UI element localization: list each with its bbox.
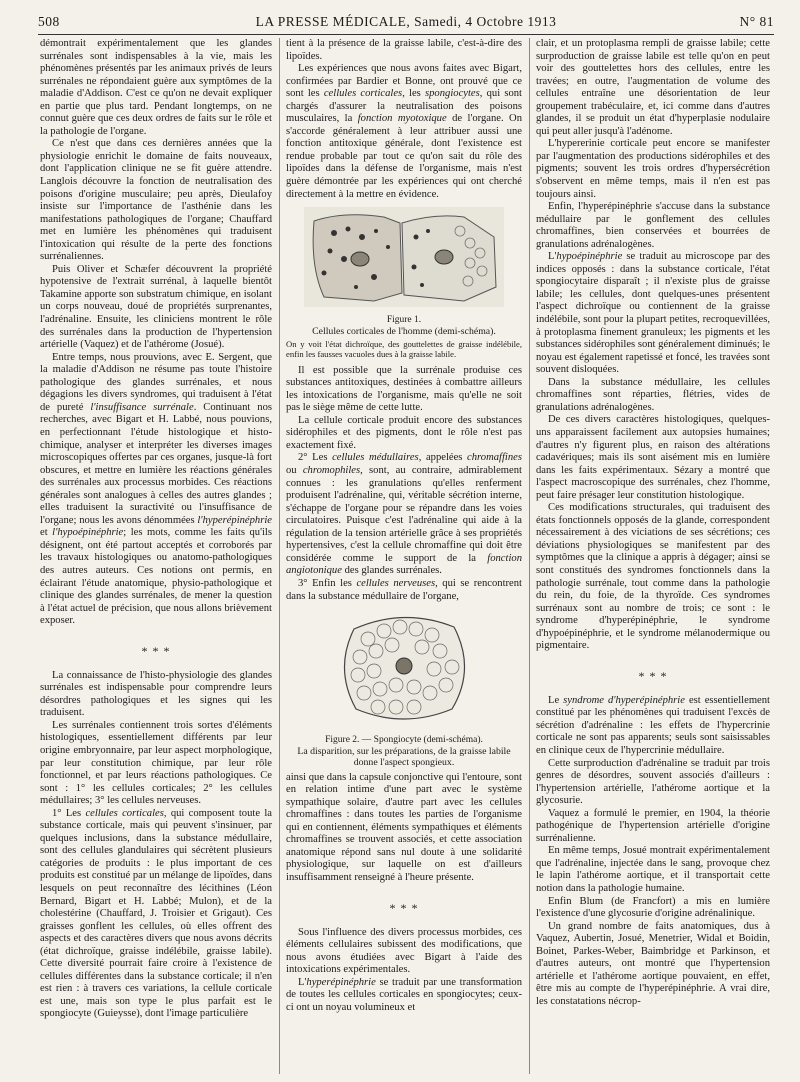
figure-1 xyxy=(286,207,522,359)
column-divider xyxy=(279,38,280,1074)
paragraph: Il est possible que la surrénale produise ces substances antitoxiques, destinées à combattre ailleurs les intoxications de l'organisme, mais qu'elle ne soit pas le siège même de cette lutte. xyxy=(286,364,522,414)
paragraph: Ces modifications structurales, qui traduisent des états fonctionnels opposés de la glande, correspondent nécessairement à des viciations de ses sécrétions; ces déviations physiologiques se manifestent par des symptômes que la clinique a appris à dégager; ainsi se sont constitués des syndromes fonctionnels dans la pathologie surrénale, tout comme dans la pathologie du rein, du foie, de la thyroïde. Ces syndromes surrénaux sont au nombre de trois; ce sont : le syndrome d'hyperépinéphrie, le syndrome d'hypoépinéphrie, et le syndrome mélanodermique ou pigmentaire. xyxy=(536,502,770,652)
paragraph: La connaissance de l'histo-physiologie des glandes surrénales est indispensable pour comprendre leurs désordres pathologiques et les signes qui les traduisent. xyxy=(40,669,272,719)
section-separator: * * * xyxy=(638,668,668,683)
figure-title: Figure 1. xyxy=(386,314,422,325)
journal-title: LA PRESSE MÉDICALE, Samedi, 4 Octobre 1913 xyxy=(255,14,557,29)
figure-caption: Cellules corticales de l'homme (demi-schéma). xyxy=(312,325,496,337)
paragraph: 1° Les cellules corticales, qui composent toute la substance corticale, mais qui peuvent s'insinuer, par quelques inclusions, dans la substance médullaire, sont des cellules glandulaires qui sécrètent plusieurs catégories de produits : le plus important de ces produits est constitué par un mélange de lipoïdes, dans lesquels on peut reconnaître des lécithines (Léon Bernard, Bigart et H. Labbé; Mulon), et de la cholestérine (Chauffard, J. Troisier et Grigaut). Ces graisses gonflent les cellules, où elles offrent des aspects et des caractères divers que nous avons décrits (état dichroïque, graisse indélébile, graisse labile). Cette diversité pourrait faire croire à l'existence de cellules différentes dans la substance corticale; il n'en est rien : à travers ces variations, la cellule corticale est une, mais son type le plus parfait est le spongiocyte (Guieysse), dont l'image particulière xyxy=(40,807,272,1020)
figure-title: Figure 2. — Spongiocyte (demi-schéma). xyxy=(325,734,483,745)
paragraph: démontrait expérimentalement que les glandes surrénales sont indispensables à la vie, mais les phénomènes présentés par les animaux privés de leurs surrénales ne répondaient guère aux symptômes de la maladie d'Addison. C'est ce qu'on ne devait expliquer en partie que plus tard. Pendant longtemps, on ne connut guère que ces deux ordres de faits sur le rôle et la pathologie de l'organe. xyxy=(40,38,272,137)
paragraph: L'hypererinie corticale peut encore se manifester par l'augmentation des productions sidérophiles et des pigments; souvent les trois ordres d'hypersécrétion s'observent en même temps, mais il n'en est pas toujours ainsi. xyxy=(536,138,770,200)
figure-2 xyxy=(286,609,522,768)
paragraph: L'hyperépinéphrie se traduit par une transformation de toutes les cellules corticales en spongiocytes; ceux-ci ont un noyau volumineux et xyxy=(286,976,522,1013)
page-number: 508 xyxy=(38,14,60,29)
paragraph: En même temps, Josué montrait expérimentalement que l'adrénaline, injectée dans le sang, provoque chez le lapin l'athérome aortique, et il transportait cette notion dans la pathologie humaine. xyxy=(536,845,770,894)
paragraph: Dans la substance médullaire, les cellules chromaffines sont réparties, flétries, vides de granulations adrénalogènes. xyxy=(536,376,770,413)
paragraph: Sous l'influence des divers processus morbides, ces éléments cellulaires subissent des modifications, que nous avons étudiées avec Bigart à l'aide des intoxications expérimentales. xyxy=(286,926,522,976)
column-3 xyxy=(536,38,770,1078)
paragraph: clair, et un protoplasma rempli de graisse labile; cette surproduction de graisse labile est telle qu'on en peut voir des gouttelettes hors des cellules, entre les travées; en outre, l'augmentation de volume des cellules entraîne une désorientation de leur groupement trabéculaire, et, ici comme dans d'autres glandes, il se produit un état d'hyperplasie nodulaire qui peut aller jusqu'à l'adénome. xyxy=(536,38,770,137)
column-1 xyxy=(40,38,272,1078)
paragraph: 2° Les cellules médullaires, appelées chromaffines ou chromophiles, sont, au contraire, admirablement connues : les granulations qu'elles renferment produisent l'adrénaline, qui, véritable sécrétion interne, s'échappe de l'organe pour se répandre dans les voies circulatoires. Puisque c'est l'adrénaline qui aide à la régulation de la tension artérielle grâce à ses propriétés hypertensives, c'est la cellule chromaffine qui doit être considérée comme le support de la fonction angiotonique des glandes surrénales. xyxy=(286,452,522,577)
paragraph: Enfin, l'hyperépinéphrie s'accuse dans la substance médullaire par le gonflement des cellules chromaffines, bien conservées et bourrées de granulations adrénalogènes. xyxy=(536,201,770,250)
paragraph: Les expériences que nous avons faites avec Bigart, confirmées par Bardier et Bonne, ont prouvé que ce sont les cellules corticales, les spongiocytes, qui sont chargés d'assurer la neutralisation des poisons musculaires, la fonction myotoxique de l'organe. On s'accorde généralement à leur attribuer aussi une fonction antitoxique générale, dont l'existence est rendue probable par tout ce qu'on sait du rôle des lipoïdes dans la défense de l'organisme, mais n'est guère démontrée par les expériences qui ont cherché directement à la mettre en évidence. xyxy=(286,63,522,200)
figure-legend: On y voit l'état dichroïque, des gouttelettes de graisse indélébile, enfin les fausses vacuoles dues à la graisse labile. xyxy=(286,338,522,359)
section-separator: * * * xyxy=(389,900,419,915)
running-header xyxy=(38,10,774,35)
paragraph: Puis Oliver et Schæfer découvrent la propriété hypotensive de l'extrait surrénal, à laquelle bientôt Takamine apporte son substratum chimique, en isolant un corps nouveau, doué de propriétés surprenantes, l'adrénaline. Ensuite, les cliniciens montrent le rôle des surrénales dans la production de l'hypertension artérielle (Vaquez) et de l'athérome (Josué). xyxy=(40,263,272,351)
section-separator: * * * xyxy=(141,643,171,658)
paragraph: La cellule corticale produit encore des substances sidérophiles et des pigments, dont le rôle n'est pas exactement fixé. xyxy=(286,414,522,451)
cortical-cells-illustration xyxy=(304,207,504,307)
paragraph: 3° Enfin les cellules nerveuses, qui se rencontrent dans la substance médullaire de l'organe, xyxy=(286,577,522,602)
paragraph: Le syndrome d'hyperépinéphrie est essentiellement constitué par les phénomènes qui traduisent l'excès de sécrétion d'adrénaline : les effets de l'hypercrinie corticale ne sont pas apparents; seuls sont saisissables en clinique ceux de l'hypercrinie médullaire. xyxy=(536,694,770,756)
paragraph: tient à la présence de la graisse labile, c'est-à-dire des lipoïdes. xyxy=(286,38,522,62)
issue-number: N° 81 xyxy=(739,14,774,29)
paragraph: Un grand nombre de faits anatomiques, dus à Vaquez, Aubertin, Josué, Menetrier, Widal et Boidin, Boinet, Parkes-Weber, Baimbridge et Parkinson, et d'autres auteurs, ont montré que l'hypertension artérielle et l'athérome aortique pouvaient, en effet, être mis au compte de l'hyperépinéphrie. A vrai dire, les constatations nécrop- xyxy=(536,920,770,1007)
paragraph: De ces divers caractères histologiques, quelques-uns apparaissent facilement aux autopsies humaines; d'autres n'y figurent plus, en raison des altérations cadavériques; mais ils sont aisément mis en lumière dans les faits expérimentaux. Sézary a montré que l'aspect macroscopique des surrénales, chez l'homme, peut faire présager leur constitution histologique. xyxy=(536,414,770,501)
spongiocyte-illustration xyxy=(334,609,474,727)
column-divider xyxy=(529,38,530,1074)
figure-caption: La disparition, sur les préparations, de la graisse labile donne l'aspect spongieux. xyxy=(297,745,511,768)
paragraph: Les surrénales contiennent trois sortes d'éléments histologiques, essentiellement différents par leur origine embryonnaire, par leur aspect morphologique, par leur constitution chimique, par leur rôle fonctionnel, et par leurs réactions pathologiques. Ce sont : 1° les cellules corticales; 2° les cellules médullaires; 3° les cellules nerveuses. xyxy=(40,719,272,807)
paragraph: L'hypoépinéphrie se traduit au microscope par des indices opposés : dans la substance corticale, l'état spongiocytaire disparaît ; il n'existe plus de graisse labile; les cellules, dont quelques-unes présentent l'aspect dichroïque ou contiennent de la graisse indélébile, sont pour la plupart petites, recroquevillées, à protoplasma finement granuleux; les pigments et les substances sidérophiles sont généralement diminués; le noyau est également rapetissé et foncé, les travées sont souvent disloquées. xyxy=(536,251,770,376)
paragraph: Entre temps, nous prouvions, avec E. Sergent, que la maladie d'Addison ne résume pas toute l'histoire pathologique des glandes surrénales, et nous dégagions les divers syndromes, qui traduisent à l'état de pureté l'insuffisance surrénale. Continuant nos recherches, avec Bigart et H. Labbé, nous pouvions, en perfectionnant l'étude histologique et histo-chimique, analyser et interpréter les diverses images microscopiques offertes par ces organes, jusque-là fort obscures, et mettre en lumière les réactions générales des surrénales aux processus morbides. Ces réactions générales sont analogues à celles des autres glandes ; elles traduisent la suractivité ou l'insuffisance de l'organe; nous les avons dénommées l'hyperépinéphrie et l'hypoépinéphrie; les mots, comme les faits qu'ils désignent, ont été partout acceptés et corroborés par les travaux histologiques ou anatomo-pathologiques des autres auteurs. Ces notions ont permis, en éclairant l'étude anatomique, physio-pathologique et clinique des glandes surrénales, de mener la question à l'état actuel de précision, que nous allons brièvement exposer. xyxy=(40,351,272,627)
paragraph: Vaquez a formulé le premier, en 1904, la théorie pathogénique de l'hypertension artérielle d'origine surrénalienne. xyxy=(536,807,770,844)
paragraph: Enfin Blum (de Francfort) a mis en lumière l'existence d'une glycosurie d'origine adrénalinique. xyxy=(536,895,770,920)
paragraph: Ce n'est que dans ces dernières années que la physiologie enrichit le domaine de faits nouveaux, dont l'application clinique ne se fit guère attendre. Langlois découvre la fonction de neutralisation des poisons d'origine musculaire; peu après, Dieulafoy insiste sur l'importance de l'asthénie dans les manifestations pathologiques de l'organe; Chauffard met en lumière les phénomènes qui traduisent l'intoxication qui résulte de la perte des fonctions surrénaliennes. xyxy=(40,138,272,263)
column-2 xyxy=(286,38,522,1078)
paragraph: Cette surproduction d'adrénaline se traduit par trois genres de désordres, souvent associés d'ailleurs : l'hypertension artérielle, l'athérome aortique et la glycosurie. xyxy=(536,757,770,807)
paragraph: ainsi que dans la capsule conjonctive qui l'entoure, sont en relation intime d'une part avec le système sympathique solaire, d'autre part avec les cellules chromaffines : dans toutes les parties de l'organisme qui en contiennent, éléments sympathiques et éléments chromaffines se trouvent associés, et cette association anatomique répond sans nul doute à une solidarité physiologique, sur laquelle on est d'ailleurs insuffisamment renseigné à l'heure présente. xyxy=(286,771,522,883)
